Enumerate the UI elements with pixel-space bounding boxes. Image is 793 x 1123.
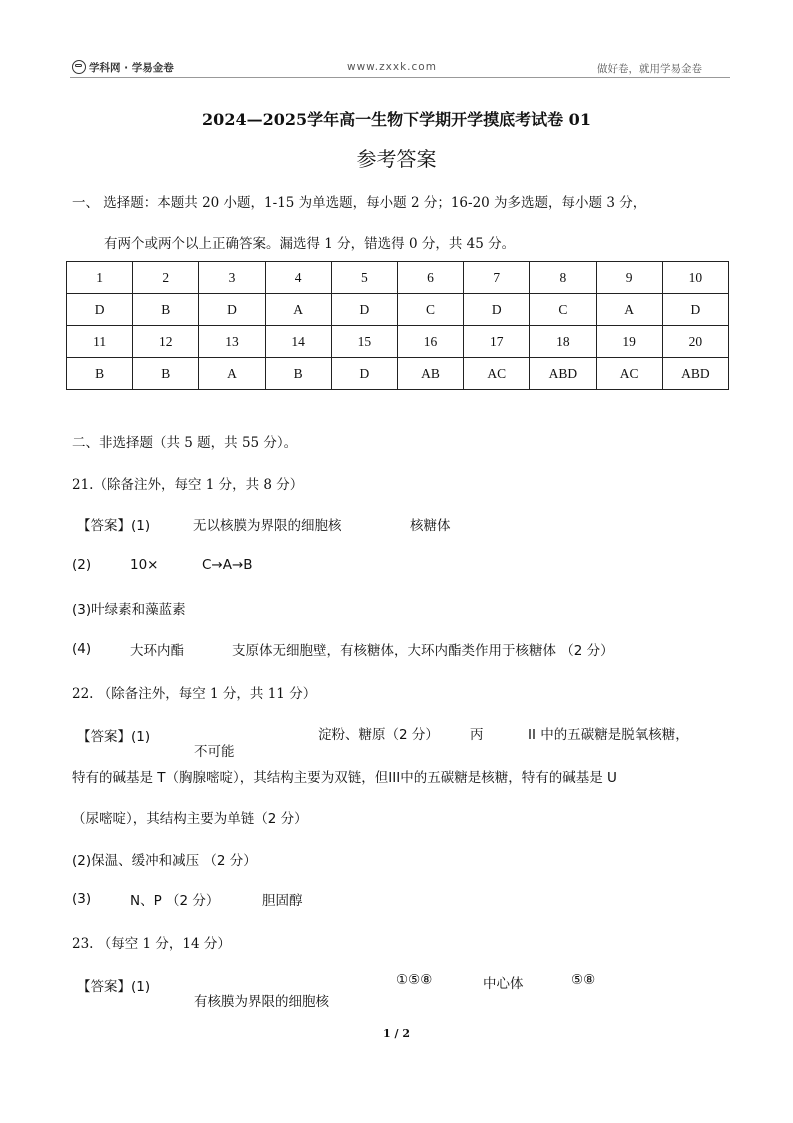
q22-answer-line3: （尿嘧啶），其结构主要为单链（2 分） bbox=[72, 811, 308, 827]
table-cell: 15 bbox=[331, 326, 397, 358]
q22-answer-3-1: N、P （2 分） bbox=[130, 893, 220, 909]
table-cell: AC bbox=[596, 358, 662, 390]
section1-instructions-line2: 有两个或两个以上正确答案。漏选得 1 分，错选得 0 分，共 45 分。 bbox=[104, 236, 516, 252]
q21-answer-1-2: 核糖体 bbox=[410, 518, 451, 534]
table-cell: 17 bbox=[464, 326, 530, 358]
table-cell: 7 bbox=[464, 262, 530, 294]
table-cell: 14 bbox=[265, 326, 331, 358]
table-cell: D bbox=[331, 294, 397, 326]
logo-text: 学科网 · 学易金卷 bbox=[89, 62, 174, 74]
table-cell: D bbox=[331, 358, 397, 390]
q22-number-3: (3) bbox=[72, 891, 92, 907]
table-row bbox=[67, 294, 729, 326]
table-cell: ABD bbox=[530, 358, 596, 390]
table-cell: 9 bbox=[596, 262, 662, 294]
q23-heading: 23. （每空 1 分，14 分） bbox=[72, 936, 231, 952]
table-cell: B bbox=[133, 294, 199, 326]
table-cell: 6 bbox=[397, 262, 463, 294]
table-cell: ABD bbox=[662, 358, 728, 390]
table-cell: C bbox=[530, 294, 596, 326]
table-cell: D bbox=[199, 294, 265, 326]
table-row bbox=[67, 262, 729, 294]
table-cell: 13 bbox=[199, 326, 265, 358]
table-cell: B bbox=[133, 358, 199, 390]
table-cell: 16 bbox=[397, 326, 463, 358]
header-slogan: 做好卷，就用学易金卷 bbox=[597, 63, 702, 75]
q22-answer-2: (2)保温、缓冲和减压 （2 分） bbox=[72, 853, 257, 869]
table-cell: AC bbox=[464, 358, 530, 390]
q21-answer-3: (3)叶绿素和藻蓝素 bbox=[72, 602, 186, 618]
q22-answer-label: 【答案】(1) bbox=[77, 729, 151, 745]
page-title: 2024—2025学年高一生物下学期开学摸底考试卷 01 bbox=[202, 110, 591, 129]
table-row bbox=[67, 358, 729, 390]
section1-instructions-line1: 一、 选择题：本题共 20 小题，1-15 为单选题，每小题 2 分；16-20 为多选题，每小题 3 分， bbox=[72, 195, 647, 211]
table-row bbox=[67, 326, 729, 358]
logo-icon bbox=[72, 60, 86, 74]
table-cell: B bbox=[67, 358, 133, 390]
table-cell: A bbox=[596, 294, 662, 326]
q22-answer-1-4: II 中的五碳糖是脱氧核糖， bbox=[528, 727, 689, 743]
table-cell: 4 bbox=[265, 262, 331, 294]
table-cell: 20 bbox=[662, 326, 728, 358]
q22-heading: 22. （除备注外，每空 1 分，共 11 分） bbox=[72, 686, 317, 702]
q21-answer-label: 【答案】(1) bbox=[77, 518, 151, 534]
q23-answer-1-1: 有核膜为界限的细胞核 bbox=[194, 994, 329, 1010]
table-cell: D bbox=[464, 294, 530, 326]
q22-answer-1-1: 不可能 bbox=[194, 744, 235, 760]
table-cell: 1 bbox=[67, 262, 133, 294]
q21-heading: 21.（除备注外，每空 1 分，共 8 分） bbox=[72, 477, 304, 493]
table-cell: A bbox=[199, 358, 265, 390]
q22-answer-1-3: 丙 bbox=[470, 727, 484, 743]
q21-answer-4-2: 支原体无细胞壁，有核糖体，大环内酯类作用于核糖体 （2 分） bbox=[232, 643, 614, 659]
table-cell: B bbox=[265, 358, 331, 390]
table-cell: 5 bbox=[331, 262, 397, 294]
table-cell: A bbox=[265, 294, 331, 326]
q21-answer-2-2: C→A→B bbox=[202, 557, 253, 573]
table-cell: 12 bbox=[133, 326, 199, 358]
table-cell: D bbox=[67, 294, 133, 326]
q23-answer-1-3: 中心体 bbox=[483, 976, 524, 992]
header-divider bbox=[70, 77, 730, 78]
table-cell: D bbox=[662, 294, 728, 326]
table-cell: 19 bbox=[596, 326, 662, 358]
table-cell: 8 bbox=[530, 262, 596, 294]
section2-heading: 二、非选择题（共 5 题，共 55 分）。 bbox=[72, 435, 298, 451]
q21-answer-4-1: 大环内酯 bbox=[130, 643, 184, 659]
q22-answer-1-2: 淀粉、糖原（2 分） bbox=[318, 727, 439, 743]
table-cell: 11 bbox=[67, 326, 133, 358]
table-cell: 3 bbox=[199, 262, 265, 294]
q22-answer-3-2: 胆固醇 bbox=[262, 893, 303, 909]
q21-number-2: (2) bbox=[72, 557, 92, 573]
table-cell: 10 bbox=[662, 262, 728, 294]
q22-answer-line2: 特有的碱基是 T（胸腺嘧啶），其结构主要为双链，但III中的五碳糖是核糖，特有的碱基是 U bbox=[72, 770, 617, 786]
page-subtitle: 参考答案 bbox=[356, 147, 437, 171]
q23-answer-label: 【答案】(1) bbox=[77, 979, 151, 995]
table-cell: 18 bbox=[530, 326, 596, 358]
q23-answer-1-2: ①⑤⑧ bbox=[396, 972, 433, 988]
table-cell: C bbox=[397, 294, 463, 326]
table-cell: 2 bbox=[133, 262, 199, 294]
answer-table bbox=[66, 261, 729, 390]
q21-answer-2-1: 10× bbox=[130, 557, 159, 573]
q21-answer-1-1: 无以核膜为界限的细胞核 bbox=[193, 518, 342, 534]
page-number: 1 / 2 bbox=[383, 1027, 410, 1040]
table-cell: AB bbox=[397, 358, 463, 390]
site-url: www.zxxk.com bbox=[347, 61, 437, 73]
q23-answer-1-4: ⑤⑧ bbox=[571, 972, 596, 988]
q21-number-4: (4) bbox=[72, 641, 92, 657]
